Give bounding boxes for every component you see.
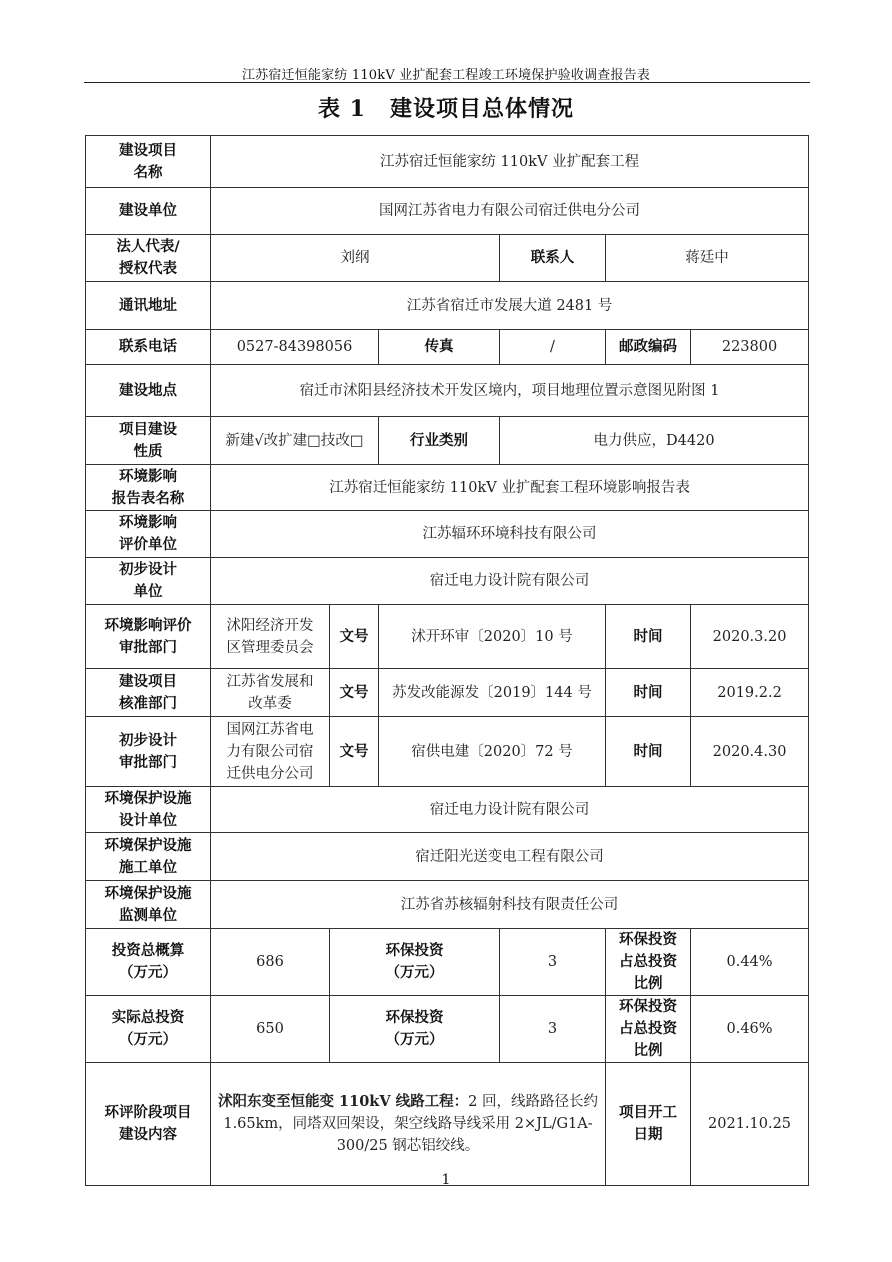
row-eia-approval xyxy=(86,605,809,669)
value-env-design: 宿迁电力设计院有限公司 xyxy=(211,787,809,833)
row-eia-unit xyxy=(86,511,809,558)
label-address: 通讯地址 xyxy=(86,282,211,330)
label-contact: 联系人 xyxy=(500,235,606,282)
value-start-date: 2021.10.25 xyxy=(691,1063,809,1186)
value-env-construct: 宿迁阳光送变电工程有限公司 xyxy=(211,833,809,881)
value-content xyxy=(211,1063,606,1186)
label-eia-unit: 环境影响 评价单位 xyxy=(86,511,211,558)
value-industry: 电力供应，D4420 xyxy=(500,417,809,465)
value-project-name: 江苏宿迁恒能家纺 110kV 业扩配套工程 xyxy=(211,136,809,188)
value-eia-unit: 江苏辐环环境科技有限公司 xyxy=(211,511,809,558)
project-overview-table xyxy=(85,135,809,1186)
value-nature: 新建√改扩建□技改□ xyxy=(211,417,379,465)
label-invest-budget: 投资总概算 （万元） xyxy=(86,929,211,996)
row-phone xyxy=(86,330,809,365)
label-design-approval-time: 时间 xyxy=(606,717,691,787)
label-start-date: 项目开工 日期 xyxy=(606,1063,691,1186)
row-legal-rep xyxy=(86,235,809,282)
row-invest-actual xyxy=(86,996,809,1063)
value-eia-approval-time: 2020.3.20 xyxy=(691,605,809,669)
label-env-invest-budget: 环保投资 （万元） xyxy=(330,929,500,996)
value-invest-budget: 686 xyxy=(211,929,330,996)
label-verify: 建设项目 核准部门 xyxy=(86,669,211,717)
label-eia-approval-doc: 文号 xyxy=(330,605,379,669)
value-env-invest-actual: 3 xyxy=(500,996,606,1063)
page-title xyxy=(0,92,892,123)
value-contact: 蒋廷中 xyxy=(606,235,809,282)
value-design-approval-time: 2020.4.30 xyxy=(691,717,809,787)
table-title: 建设项目总体情况 xyxy=(389,96,574,122)
label-env-construct: 环境保护设施 施工单位 xyxy=(86,833,211,881)
page-number: 1 xyxy=(441,1172,451,1188)
value-phone: 0527-84398056 xyxy=(211,330,379,365)
row-env-construct xyxy=(86,833,809,881)
value-location: 宿迁市沭阳县经济技术开发区境内，项目地理位置示意图见附图 1 xyxy=(211,365,809,417)
value-eia-report: 江苏宿迁恒能家纺 110kV 业扩配套工程环境影响报告表 xyxy=(211,465,809,511)
row-location xyxy=(86,365,809,417)
label-env-monitor: 环境保护设施 监测单位 xyxy=(86,881,211,929)
label-eia-approval: 环境影响评价 审批部门 xyxy=(86,605,211,669)
row-eia-report xyxy=(86,465,809,511)
row-design-approval xyxy=(86,717,809,787)
value-address: 江苏省宿迁市发展大道 2481 号 xyxy=(211,282,809,330)
label-invest-actual: 实际总投资 （万元） xyxy=(86,996,211,1063)
label-prelim-design: 初步设计 单位 xyxy=(86,558,211,605)
value-invest-actual: 650 xyxy=(211,996,330,1063)
row-invest-budget xyxy=(86,929,809,996)
table-number: 表 1 xyxy=(318,96,366,122)
running-header: 江苏宿迁恒能家纺 110kV 业扩配套工程竣工环境保护验收调查报告表 xyxy=(241,68,651,83)
label-ratio-actual: 环保投资 占总投资 比例 xyxy=(606,996,691,1063)
label-phone: 联系电话 xyxy=(86,330,211,365)
label-legal-rep: 法人代表/ 授权代表 xyxy=(86,235,211,282)
label-zip: 邮政编码 xyxy=(606,330,691,365)
label-industry: 行业类别 xyxy=(379,417,500,465)
row-env-monitor xyxy=(86,881,809,929)
value-prelim-design: 宿迁电力设计院有限公司 xyxy=(211,558,809,605)
value-legal-rep: 刘纲 xyxy=(211,235,500,282)
value-env-monitor: 江苏省苏核辐射科技有限责任公司 xyxy=(211,881,809,929)
label-design-approval-doc: 文号 xyxy=(330,717,379,787)
value-ratio-actual: 0.46% xyxy=(691,996,809,1063)
label-env-design: 环境保护设施 设计单位 xyxy=(86,787,211,833)
header-divider xyxy=(84,82,810,83)
label-env-invest-actual: 环保投资 （万元） xyxy=(330,996,500,1063)
row-nature xyxy=(86,417,809,465)
row-env-design xyxy=(86,787,809,833)
label-design-approval: 初步设计 审批部门 xyxy=(86,717,211,787)
label-content: 环评阶段项目 建设内容 xyxy=(86,1063,211,1186)
value-env-invest-budget: 3 xyxy=(500,929,606,996)
value-design-approval-dept: 国网江苏省电 力有限公司宿 迁供电分公司 xyxy=(211,717,330,787)
value-verify-dept: 江苏省发展和 改革委 xyxy=(211,669,330,717)
row-verify xyxy=(86,669,809,717)
content-project-title: 沭阳东变至恒能变 110kV 线路工程： xyxy=(217,1093,469,1110)
label-verify-doc: 文号 xyxy=(330,669,379,717)
label-project-name: 建设项目 名称 xyxy=(86,136,211,188)
value-builder: 国网江苏省电力有限公司宿迁供电分公司 xyxy=(211,188,809,235)
label-eia-report: 环境影响 报告表名称 xyxy=(86,465,211,511)
label-fax: 传真 xyxy=(379,330,500,365)
row-prelim-design xyxy=(86,558,809,605)
row-content xyxy=(86,1063,809,1186)
value-fax: / xyxy=(500,330,606,365)
value-eia-approval-dept: 沭阳经济开发 区管理委员会 xyxy=(211,605,330,669)
label-ratio-budget: 环保投资 占总投资 比例 xyxy=(606,929,691,996)
label-nature: 项目建设 性质 xyxy=(86,417,211,465)
row-builder xyxy=(86,188,809,235)
value-zip: 223800 xyxy=(691,330,809,365)
value-eia-approval-doc: 沭开环审〔2020〕10 号 xyxy=(379,605,606,669)
label-verify-time: 时间 xyxy=(606,669,691,717)
label-location: 建设地点 xyxy=(86,365,211,417)
value-design-approval-doc: 宿供电建〔2020〕72 号 xyxy=(379,717,606,787)
row-address xyxy=(86,282,809,330)
label-eia-approval-time: 时间 xyxy=(606,605,691,669)
row-project-name xyxy=(86,136,809,188)
value-verify-time: 2019.2.2 xyxy=(691,669,809,717)
value-ratio-budget: 0.44% xyxy=(691,929,809,996)
content-description: 2 回，线路路径长约 1.65km，同塔双回架设，架空线路导线采用 2×JL/G1A-300/25 钢芯铝绞线。 xyxy=(223,1094,598,1154)
value-verify-doc: 苏发改能源发〔2019〕144 号 xyxy=(379,669,606,717)
label-builder: 建设单位 xyxy=(86,188,211,235)
